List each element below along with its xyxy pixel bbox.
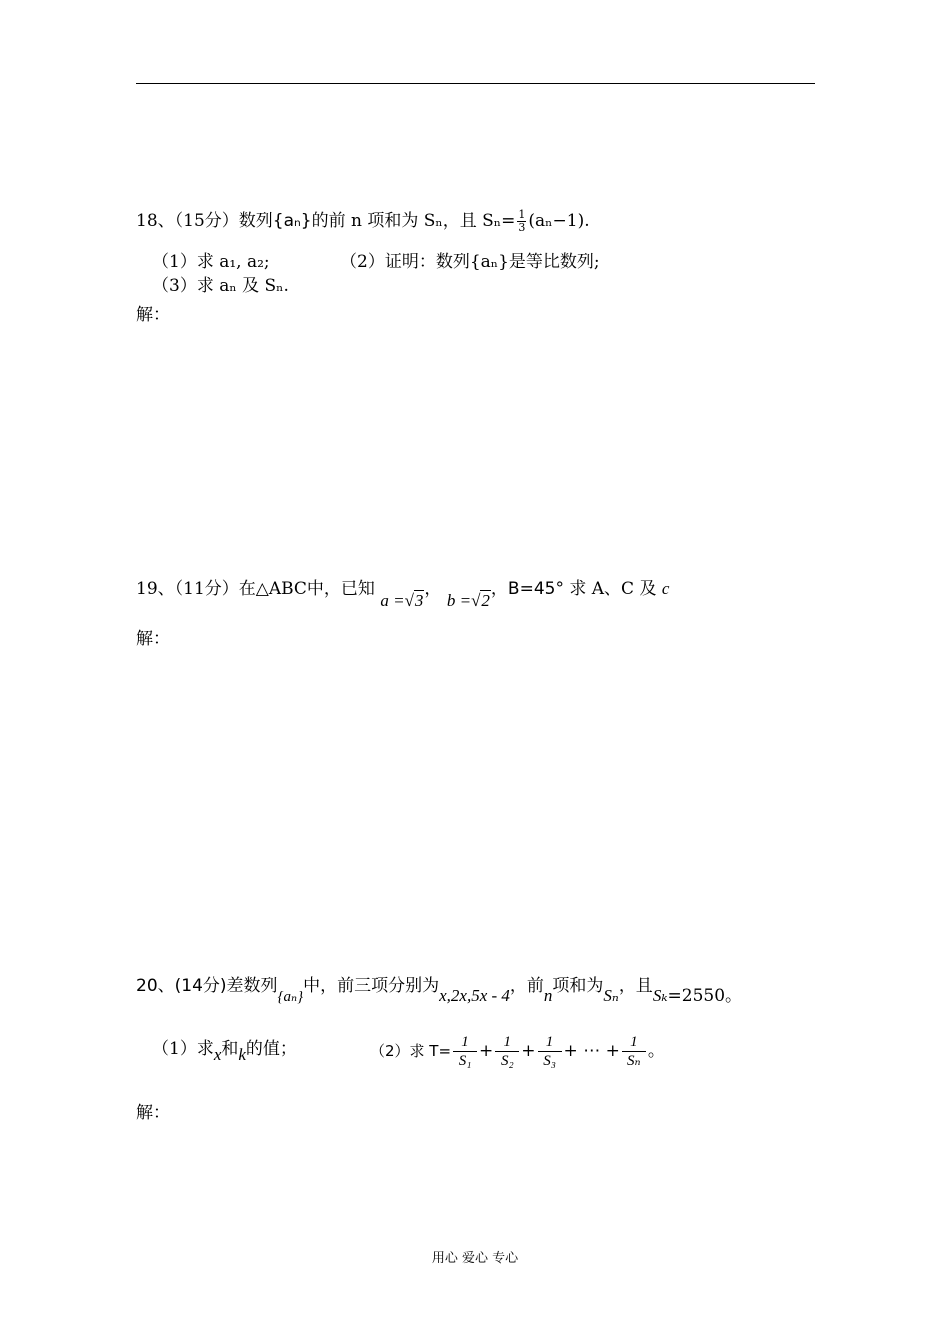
q20-part2	[370, 1033, 665, 1070]
frac-num: 1	[622, 1033, 646, 1052]
q19-eq-a-radicand: 3	[414, 591, 424, 610]
frac-num: 1	[538, 1033, 562, 1052]
q20-p2-text: （2）求 T=	[370, 1042, 452, 1060]
q19-answer-label: 解：	[136, 629, 170, 649]
frac-den: S₃	[543, 1053, 556, 1069]
frac-num: 1	[453, 1033, 477, 1052]
q18-answer-label: 解：	[136, 305, 170, 325]
q20-answer-label: 解：	[136, 1103, 170, 1123]
q18-part1: （1）求 a₁, a₂;	[152, 252, 270, 272]
page-footer: 用心 爱心 专心	[431, 1251, 519, 1266]
frac-num: 1	[495, 1033, 519, 1052]
q20-value: =2550。	[667, 986, 743, 1006]
q20-frac-2	[495, 1033, 519, 1070]
q20-frac-3	[538, 1033, 562, 1070]
q20-p1-var-x: x	[213, 1045, 222, 1064]
q19-var-c: c	[661, 579, 670, 598]
q20-head: 20、(14分)差数列	[136, 976, 278, 996]
q18-head: 18、（15分）数列	[136, 211, 273, 231]
q18-frac-den: 3	[518, 221, 526, 234]
q20-part1	[152, 1038, 297, 1064]
q20-p1-and: 和	[221, 1039, 239, 1059]
q19-eq-a-lhs: a =	[380, 591, 405, 610]
q18-fraction	[517, 209, 526, 234]
frac-den: Sₙ	[627, 1053, 641, 1069]
q18-mid: 的前 n 项和为 Sₙ，且 Sₙ=	[311, 211, 516, 231]
q20-statement	[136, 975, 743, 1006]
q19-statement	[136, 578, 670, 610]
q20-var-n: n	[543, 986, 553, 1005]
q20-mid1: 中，前三项分别为	[303, 976, 440, 996]
q20-mid2: ，前	[509, 976, 544, 996]
q19-eq-b-radicand: 2	[481, 591, 490, 610]
q20-frac-n	[622, 1033, 646, 1070]
q20-p2-end: 。	[647, 1041, 665, 1061]
q20-p1-text: （1）求	[152, 1039, 214, 1059]
q20-p1-var-k: k	[238, 1045, 246, 1064]
q18-frac-num: 1	[518, 208, 526, 221]
q19-angle: ，B=45°	[490, 579, 564, 599]
q19-head: 19、（11分）在△ABC中，已知	[136, 579, 375, 599]
q18-tail: (aₙ−1).	[528, 211, 590, 231]
q19-tail: 求 A、C 及	[563, 579, 662, 599]
ellipsis-sign: + ⋯ +	[563, 1041, 620, 1061]
q19-sep: ，	[424, 579, 442, 599]
sqrt-icon: √2	[471, 591, 490, 610]
q20-frac-1	[453, 1033, 477, 1070]
q19-eq-a	[380, 591, 424, 610]
plus-sign: +	[521, 1041, 536, 1061]
q20-var-sn: Sₙ	[603, 986, 619, 1005]
q20-mid4: ，且	[618, 976, 653, 996]
q20-p1-tail: 的值；	[245, 1039, 297, 1059]
q20-mid3: 项和为	[552, 976, 604, 996]
q18-seq: {aₙ}	[272, 211, 312, 231]
q19-eq-b	[447, 591, 491, 610]
q19-eq-b-lhs: b =	[446, 591, 472, 610]
q18-statement	[136, 209, 590, 234]
q18-part2: （2）证明：数列{aₙ}是等比数列;	[340, 252, 600, 272]
header-rule	[136, 83, 815, 84]
q20-terms: x,2x,5x - 4	[439, 986, 510, 1005]
plus-sign: +	[479, 1041, 494, 1061]
q18-part3: （3）求 aₙ 及 Sₙ.	[152, 276, 289, 296]
q20-seq: {aₙ}	[277, 989, 304, 1005]
frac-den: S₁	[458, 1053, 472, 1069]
sqrt-icon: √3	[404, 591, 424, 610]
frac-den: S₂	[500, 1053, 514, 1069]
q20-var-sk: Sₖ	[652, 986, 668, 1005]
